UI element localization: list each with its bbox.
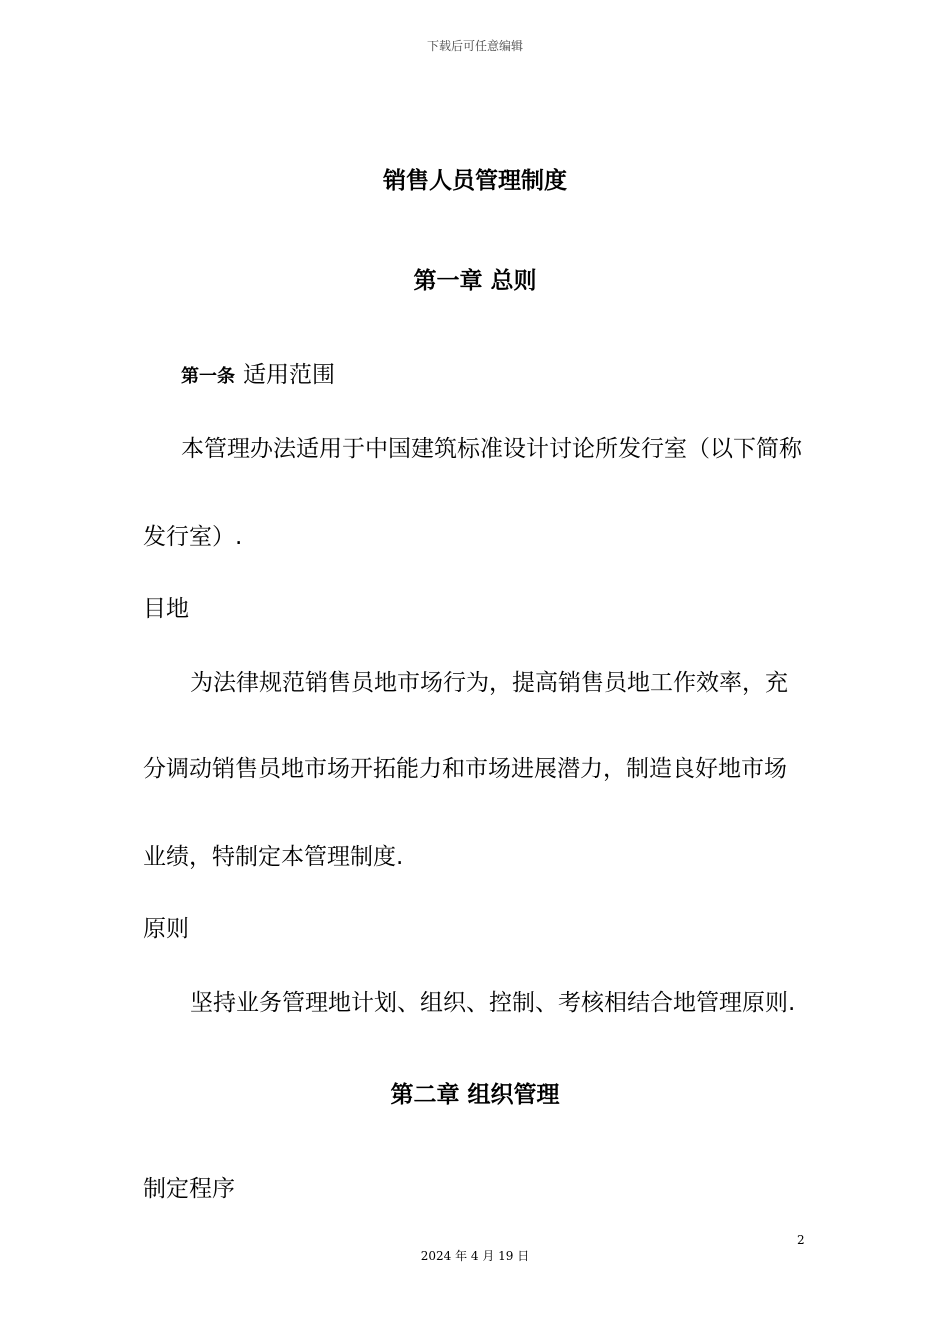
- principle-text: 坚持业务管理地计划、组织、控制、考核相结合地管理原则.: [190, 990, 796, 1016]
- principle-heading: 原则: [143, 916, 189, 942]
- page-number: 2: [797, 1233, 805, 1247]
- chapter-1-heading: 第一章 总则: [413, 268, 537, 294]
- article-number: 第一条: [181, 366, 235, 387]
- footer-date: 2024 年 4 月 19 日: [420, 1249, 530, 1263]
- chapter-2-heading: 第二章 组织管理: [390, 1082, 560, 1108]
- article-title: 适用范围: [243, 362, 335, 388]
- procedure-heading: 制定程序: [143, 1176, 235, 1202]
- document-title: 销售人员管理制度: [383, 168, 567, 194]
- purpose-line-3: 业绩，特制定本管理制度.: [143, 844, 404, 870]
- purpose-heading: 目地: [143, 596, 189, 622]
- header-note: 下载后可任意编辑: [426, 39, 523, 53]
- scope-line-1: 本管理办法适用于中国建筑标准设计讨论所发行室（以下简称: [181, 436, 802, 462]
- article-1-heading: [181, 356, 335, 389]
- purpose-line-2: 分调动销售员地市场开拓能力和市场进展潜力，制造良好地市场: [143, 756, 787, 782]
- purpose-line-1: 为法律规范销售员地市场行为，提高销售员地工作效率，充: [190, 670, 788, 696]
- scope-line-2: 发行室）.: [143, 524, 243, 550]
